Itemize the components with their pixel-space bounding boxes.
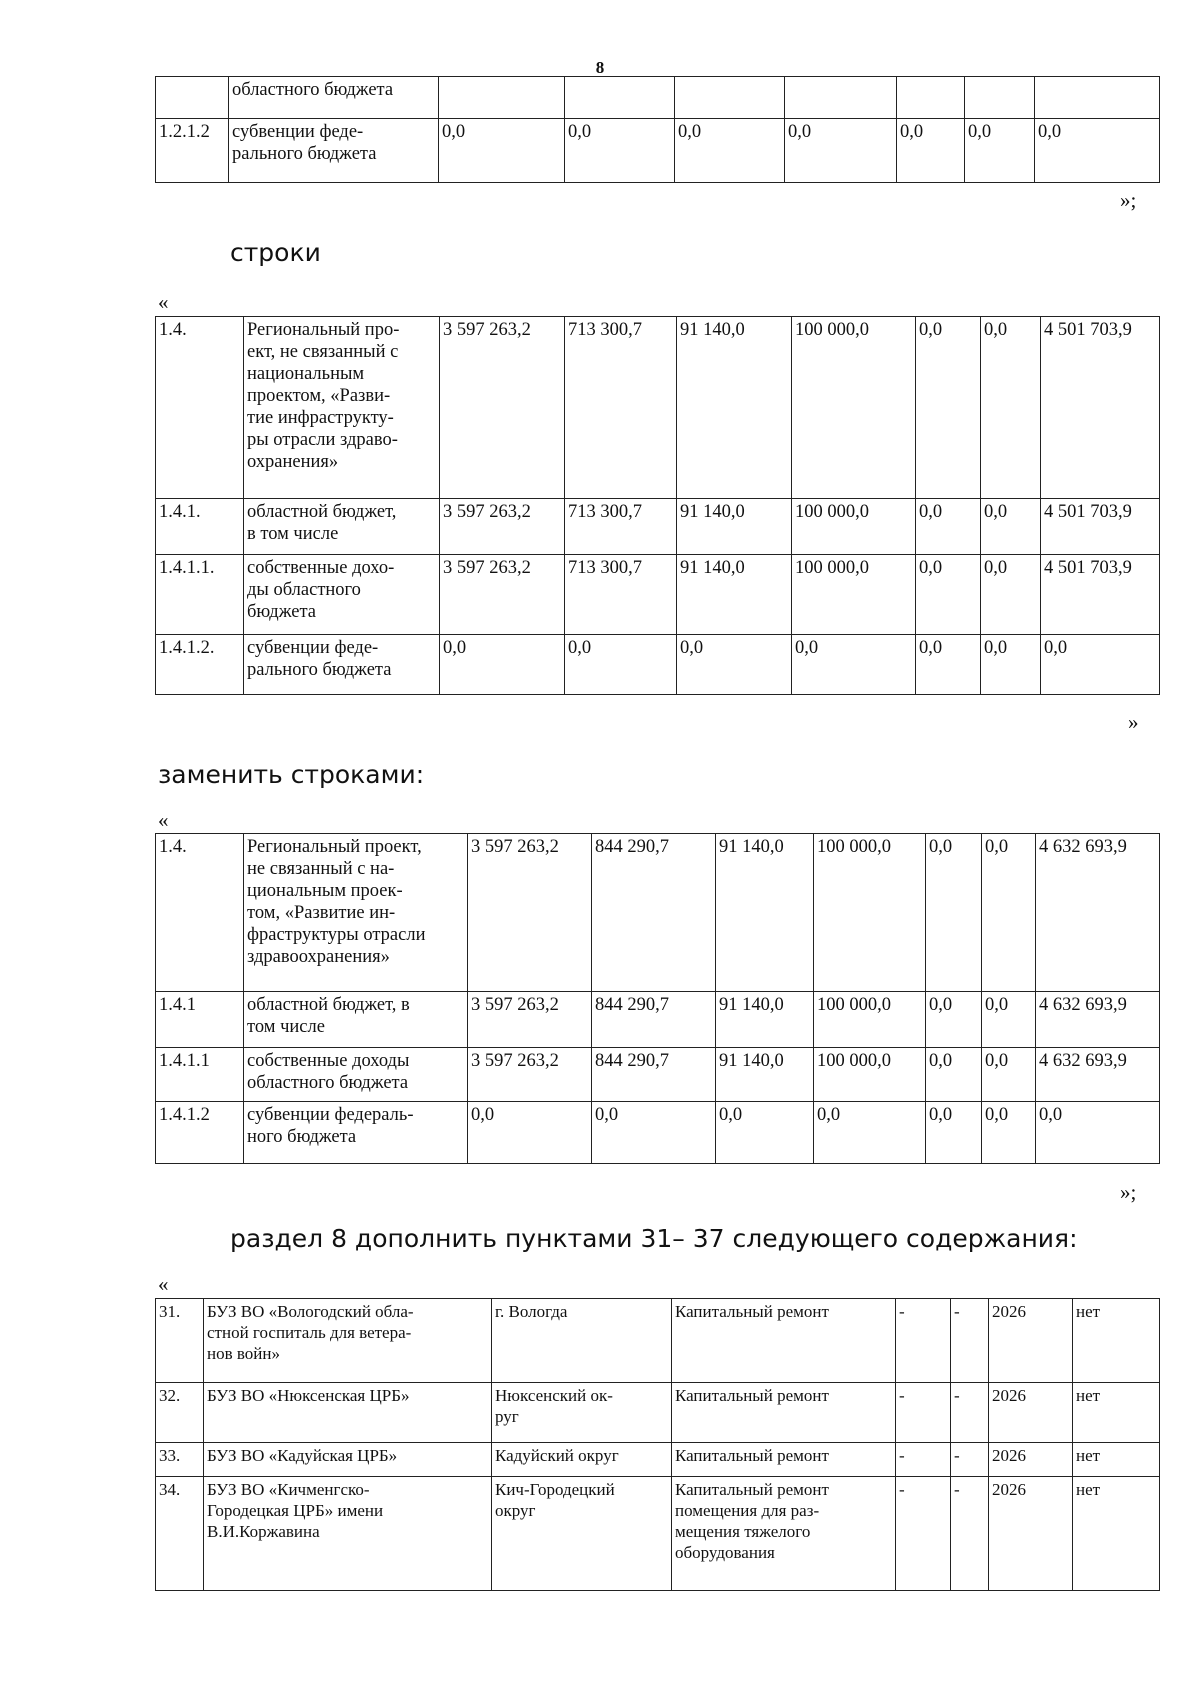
value-cell: 4 632 693,9: [1036, 1048, 1160, 1102]
value-cell: 91 140,0: [716, 992, 814, 1048]
value-cell: 713 300,7: [565, 499, 677, 555]
value-cell: 0,0: [916, 635, 981, 695]
value-cell: 0,0: [716, 1102, 814, 1164]
value-cell: 0,0: [916, 317, 981, 499]
value-cell: 4 501 703,9: [1041, 555, 1160, 635]
value-cell: 0,0: [677, 635, 792, 695]
work-type-cell: Капитальный ремонт помещения для раз- мещения тяжелого оборудования: [672, 1477, 896, 1591]
flag-cell: нет: [1073, 1299, 1160, 1383]
value-cell: 0,0: [965, 119, 1035, 183]
value-cell: 0,0: [926, 834, 982, 992]
value-cell: 0,0: [981, 555, 1041, 635]
dash-cell: -: [951, 1383, 989, 1443]
value-cell: 4 632 693,9: [1036, 834, 1160, 992]
table-row: [156, 1383, 1160, 1443]
row-name-cell: областного бюджета: [229, 77, 439, 119]
table-row: [156, 1477, 1160, 1591]
location-cell: г. Вологда: [492, 1299, 672, 1383]
institution-cell: БУЗ ВО «Нюксенская ЦРБ»: [204, 1383, 492, 1443]
table-row: [156, 635, 1160, 695]
value-cell: 3 597 263,2: [468, 992, 592, 1048]
table-row: [156, 1102, 1160, 1164]
row-name-cell: субвенции феде- рального бюджета: [244, 635, 440, 695]
row-number-cell: 1.4.1.: [156, 499, 244, 555]
value-cell: 844 290,7: [592, 834, 716, 992]
table-section8: [155, 1298, 1160, 1591]
item-number-cell: 31.: [156, 1299, 204, 1383]
item-number-cell: 32.: [156, 1383, 204, 1443]
table-continuation: [155, 76, 1160, 183]
value-cell: 0,0: [814, 1102, 926, 1164]
row-name-cell: Региональный про- ект, не связанный с национальным проектом, «Разви- тие инфраструкту- ры отрасли здраво- охранения»: [244, 317, 440, 499]
value-cell: 0,0: [1035, 119, 1160, 183]
table-row: [156, 499, 1160, 555]
value-cell: 0,0: [926, 1102, 982, 1164]
dash-cell: -: [896, 1477, 951, 1591]
institution-cell: БУЗ ВО «Кичменгско- Городецкая ЦРБ» имени В.И.Коржавина: [204, 1477, 492, 1591]
table-row: [156, 317, 1160, 499]
table-old-rows: [155, 316, 1160, 695]
value-cell: 91 140,0: [677, 555, 792, 635]
row-name-cell: областной бюджет, в том числе: [244, 992, 468, 1048]
value-cell: [675, 77, 785, 119]
row-number-cell: 1.2.1.2: [156, 119, 229, 183]
label-section: раздел 8 дополнить пунктами 31– 37 следующего содержания:: [230, 1224, 1078, 1253]
value-cell: 0,0: [565, 119, 675, 183]
value-cell: 0,0: [439, 119, 565, 183]
work-type-cell: Капитальный ремонт: [672, 1299, 896, 1383]
dash-cell: -: [896, 1443, 951, 1477]
institution-cell: БУЗ ВО «Кадуйская ЦРБ»: [204, 1443, 492, 1477]
value-cell: 844 290,7: [592, 1048, 716, 1102]
table-row: [156, 1443, 1160, 1477]
row-name-cell: областной бюджет, в том числе: [244, 499, 440, 555]
row-name-cell: субвенции феде- рального бюджета: [229, 119, 439, 183]
value-cell: 0,0: [982, 1102, 1036, 1164]
table-row: [156, 119, 1160, 183]
value-cell: 0,0: [440, 635, 565, 695]
row-name-cell: собственные дохо- ды областного бюджета: [244, 555, 440, 635]
item-number-cell: 33.: [156, 1443, 204, 1477]
value-cell: 0,0: [785, 119, 897, 183]
value-cell: 91 140,0: [716, 834, 814, 992]
value-cell: 4 501 703,9: [1041, 499, 1160, 555]
table-row: [156, 834, 1160, 992]
value-cell: 0,0: [916, 499, 981, 555]
table-row: [156, 992, 1160, 1048]
value-cell: 0,0: [981, 499, 1041, 555]
flag-cell: нет: [1073, 1477, 1160, 1591]
page-number: 8: [595, 58, 605, 77]
value-cell: 0,0: [792, 635, 916, 695]
location-cell: Кич-Городецкий округ: [492, 1477, 672, 1591]
row-number-cell: 1.4.: [156, 317, 244, 499]
work-type-cell: Капитальный ремонт: [672, 1383, 896, 1443]
closing-quote: »;: [1120, 1180, 1137, 1204]
value-cell: 3 597 263,2: [440, 317, 565, 499]
work-type-cell: Капитальный ремонт: [672, 1443, 896, 1477]
table-new-rows: [155, 833, 1160, 1164]
row-number-cell: 1.4.1.1.: [156, 555, 244, 635]
value-cell: [897, 77, 965, 119]
row-name-cell: субвенции федераль- ного бюджета: [244, 1102, 468, 1164]
label-stroki: строки: [230, 238, 321, 267]
row-number-cell: 1.4.: [156, 834, 244, 992]
location-cell: Кадуйский округ: [492, 1443, 672, 1477]
item-number-cell: 34.: [156, 1477, 204, 1591]
value-cell: 100 000,0: [792, 499, 916, 555]
value-cell: 100 000,0: [814, 834, 926, 992]
table-row: [156, 77, 1160, 119]
row-number-cell: [156, 77, 229, 119]
table-row: [156, 1299, 1160, 1383]
opening-quote: «: [158, 808, 169, 832]
closing-quote: »: [1128, 710, 1139, 734]
year-cell: 2026: [989, 1383, 1073, 1443]
dash-cell: -: [896, 1383, 951, 1443]
value-cell: 713 300,7: [565, 555, 677, 635]
row-number-cell: 1.4.1.2.: [156, 635, 244, 695]
value-cell: 0,0: [675, 119, 785, 183]
flag-cell: нет: [1073, 1443, 1160, 1477]
value-cell: 0,0: [982, 1048, 1036, 1102]
value-cell: 0,0: [926, 1048, 982, 1102]
value-cell: 100 000,0: [792, 317, 916, 499]
row-name-cell: Региональный проект, не связанный с на- циональным проек- том, «Развитие ин- фраструктуры отрасли здравоохранения»: [244, 834, 468, 992]
dash-cell: -: [951, 1477, 989, 1591]
value-cell: 0,0: [981, 635, 1041, 695]
value-cell: [1035, 77, 1160, 119]
opening-quote: «: [158, 1272, 169, 1296]
value-cell: 0,0: [926, 992, 982, 1048]
value-cell: 3 597 263,2: [440, 555, 565, 635]
value-cell: 0,0: [1041, 635, 1160, 695]
value-cell: 4 632 693,9: [1036, 992, 1160, 1048]
value-cell: 3 597 263,2: [468, 1048, 592, 1102]
value-cell: 844 290,7: [592, 992, 716, 1048]
value-cell: 3 597 263,2: [468, 834, 592, 992]
dash-cell: -: [951, 1443, 989, 1477]
institution-cell: БУЗ ВО «Вологодский обла- стной госпиталь для ветера- нов войн»: [204, 1299, 492, 1383]
value-cell: 713 300,7: [565, 317, 677, 499]
value-cell: [785, 77, 897, 119]
value-cell: 0,0: [982, 992, 1036, 1048]
value-cell: [565, 77, 675, 119]
value-cell: 100 000,0: [814, 992, 926, 1048]
value-cell: 0,0: [592, 1102, 716, 1164]
value-cell: 0,0: [468, 1102, 592, 1164]
row-number-cell: 1.4.1.2: [156, 1102, 244, 1164]
value-cell: 3 597 263,2: [440, 499, 565, 555]
value-cell: [439, 77, 565, 119]
flag-cell: нет: [1073, 1383, 1160, 1443]
location-cell: Нюксенский ок- руг: [492, 1383, 672, 1443]
value-cell: 0,0: [1036, 1102, 1160, 1164]
value-cell: 0,0: [982, 834, 1036, 992]
dash-cell: -: [951, 1299, 989, 1383]
value-cell: 4 501 703,9: [1041, 317, 1160, 499]
row-number-cell: 1.4.1.1: [156, 1048, 244, 1102]
closing-quote: »;: [1120, 188, 1137, 212]
value-cell: 100 000,0: [792, 555, 916, 635]
row-number-cell: 1.4.1: [156, 992, 244, 1048]
value-cell: 0,0: [897, 119, 965, 183]
opening-quote: «: [158, 290, 169, 314]
value-cell: 91 140,0: [677, 317, 792, 499]
table-row: [156, 1048, 1160, 1102]
value-cell: 91 140,0: [677, 499, 792, 555]
year-cell: 2026: [989, 1299, 1073, 1383]
label-replace: заменить строками:: [158, 760, 425, 789]
year-cell: 2026: [989, 1477, 1073, 1591]
year-cell: 2026: [989, 1443, 1073, 1477]
table-row: [156, 555, 1160, 635]
value-cell: 91 140,0: [716, 1048, 814, 1102]
value-cell: 0,0: [916, 555, 981, 635]
value-cell: 0,0: [981, 317, 1041, 499]
value-cell: 100 000,0: [814, 1048, 926, 1102]
value-cell: [965, 77, 1035, 119]
row-name-cell: собственные доходы областного бюджета: [244, 1048, 468, 1102]
dash-cell: -: [896, 1299, 951, 1383]
value-cell: 0,0: [565, 635, 677, 695]
